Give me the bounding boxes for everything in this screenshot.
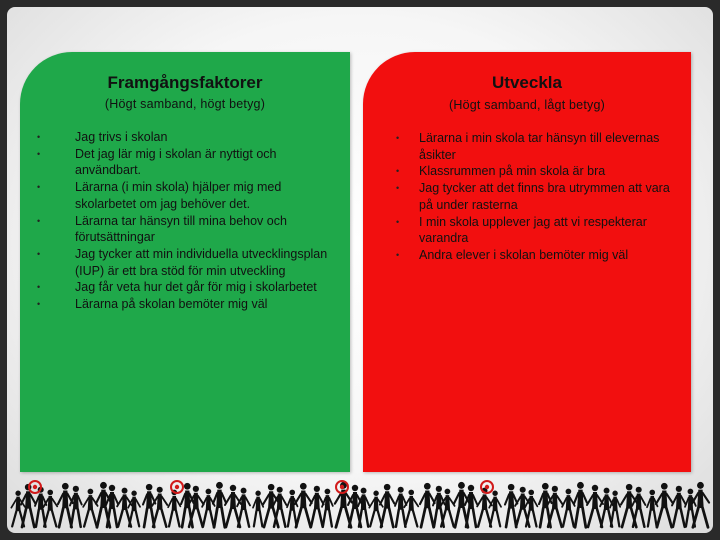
bullet-icon: • [396,133,400,143]
list-item: • Jag tycker att min individuella utvecklingsplan (IUP) är ett bra stöd för min utveckling [37,246,328,278]
bullet-icon: • [37,132,41,142]
person-silhouette [562,489,575,527]
target-icon [171,481,183,493]
panel-title: Utveckla [492,73,562,92]
panel-title: Framgångsfaktorer [107,73,263,92]
panel-subtitle: (Högt samband, lågt betyg) [449,98,605,112]
person-silhouette [465,485,477,527]
person-silhouette [152,487,167,527]
bullet-icon: • [37,182,41,193]
list-item: • Andra elever i skolan bemöter mig väl [396,247,629,262]
person-silhouette [574,482,587,527]
list-item: • Klassrummen på min skola är bra [396,164,606,179]
list-item: • Lärarna (i min skola) hjälper mig med skolarbetet om jag behöver det. [37,180,282,211]
person-silhouette [287,490,298,527]
person-silhouette [525,490,537,527]
person-silhouette [656,483,673,527]
person-silhouette [106,485,118,527]
bullet-list [37,129,337,313]
person-silhouette [489,491,501,527]
bullet-icon: • [37,299,41,310]
list-item: • Det jag lär mig i skolan är nyttigt och användbart. [37,146,277,178]
walking-people-icon [7,475,713,533]
person-silhouette [168,490,180,527]
bullet-icon: • [37,215,41,226]
list-item: • Jag trivs i skolan [37,130,168,144]
person-silhouette [70,486,82,527]
person-silhouette [440,489,454,527]
person-silhouette [253,491,263,527]
list-item: • I min skola upplever jag att vi respekterar varandra [396,214,647,246]
bullet-icon: • [37,248,41,259]
person-silhouette [322,489,333,527]
slide [7,7,713,533]
person-silhouette [83,489,97,527]
person-silhouette [404,490,418,527]
person-silhouette [632,487,645,527]
person-silhouette [188,486,204,527]
bullet-icon: • [396,166,400,177]
person-silhouette [647,490,658,527]
person-silhouette [273,487,286,527]
list-item: • Lärarna tar hänsyn till mina behov och förutsättningar [37,213,287,245]
person-silhouette [547,486,563,527]
panel-subtitle: (Högt samband, högt betyg) [104,97,266,111]
success-factors-panel [20,52,350,472]
person-silhouette [672,486,686,527]
person-silhouette [237,488,250,527]
list-item: • Jag tycker att det finns bra utrymmen att vara på under rasterna [396,181,670,212]
bullet-icon: • [396,183,400,194]
bullet-icon: • [396,216,400,227]
bullet-list [396,130,686,264]
person-silhouette [202,489,215,527]
bullet-icon: • [37,282,41,293]
person-silhouette [43,490,57,527]
list-item: • Lärarna på skolan bemöter mig väl [37,297,268,312]
list-item: • Lärarna i min skola tar hänsyn till elevernas åsikter [396,131,660,162]
bullet-icon: • [396,249,400,260]
develop-panel [363,52,691,472]
person-silhouette [358,488,369,527]
person-silhouette [128,491,140,527]
bullet-icon: • [37,148,41,159]
person-silhouette [610,491,620,527]
person-silhouette [369,491,383,527]
list-item: • Jag får veta hur det går för mig i skolarbetet [37,280,317,295]
